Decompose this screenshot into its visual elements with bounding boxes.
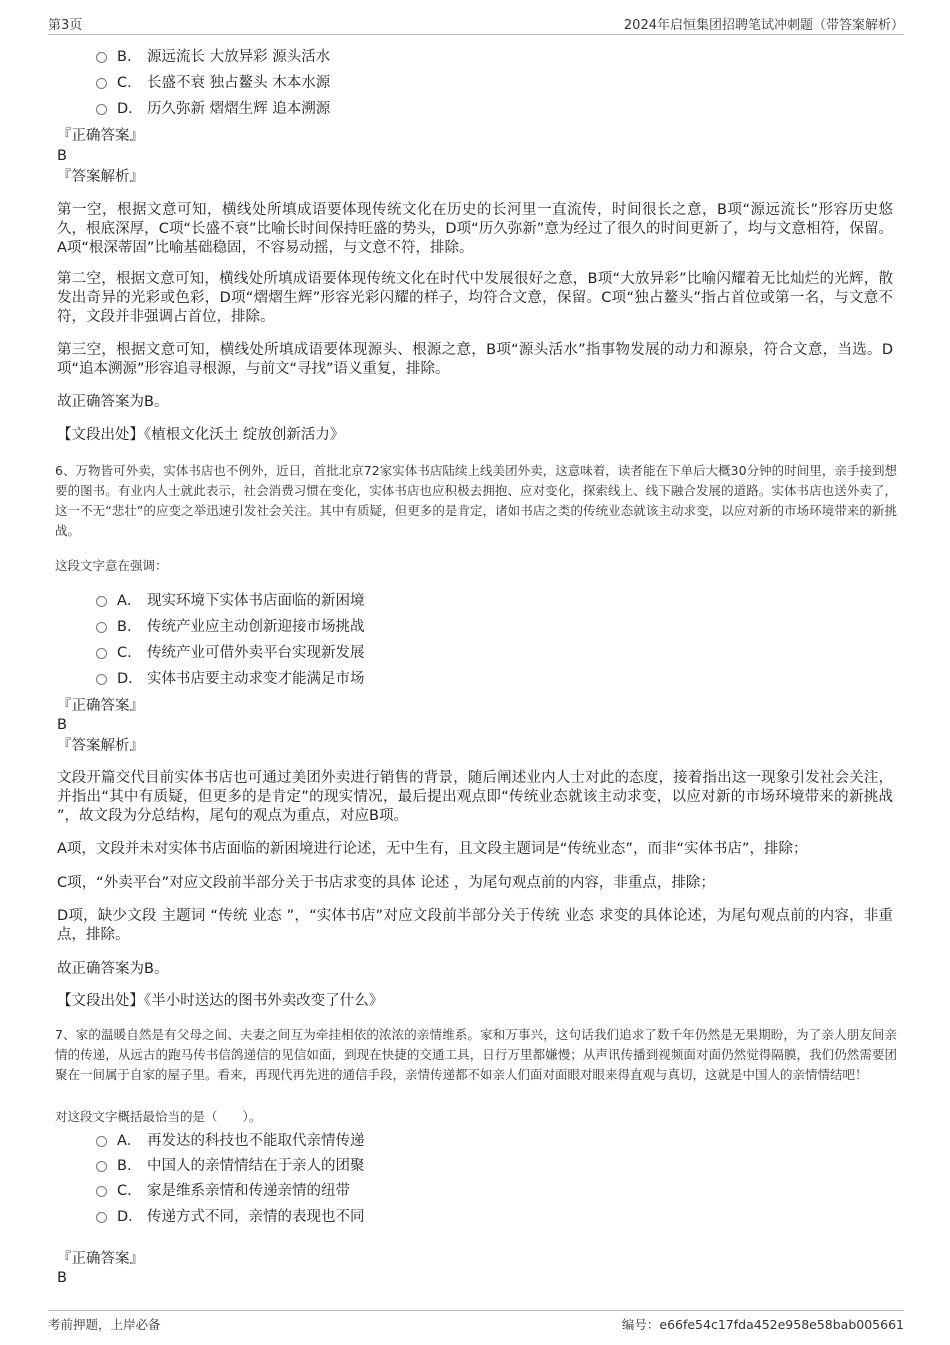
q7-question-text: 7、家的温暖自然是有父母之间、夫妻之间互为牵挂相依的浓浓的亲情维系。家和万事兴，这句话我们追求了数千年仍然是无果期盼，为了亲人朋友间亲情的传递，从远古的跑马传书信鸽递信的见信如面，到现在快捷的交通工具，日行万里都嫌慢；从声讯传播到视频面对面仍然觉得隔膜，我们仍然需要团聚在一间属于自家的屋子里。看来，再现代再先进的通信手段，亲情传递都不如亲人们面对面眼对眼来得直观与真切，这就是中国人的亲情情结吧！ — [55, 1027, 897, 1082]
q6-analysis-para-1: 文段开篇交代目前实体书店也可通过美团外卖进行销售的背景，随后阐述业内人士对此的态度，接着指出这一现象引发社会关注，并指出“其中有质疑，但更多的是肯定”的现实情况，最后提出观点即“传统业态就该主动求变，以应对新的市场环境带来的新挑战 ”，故文段为分总结构，尾句的观点为重点，对应B项。 — [57, 770, 893, 824]
q5-correct-answer-label: 『正确答案』 — [57, 128, 144, 144]
q7-option-c[interactable]: C. 家是维系亲情和传递亲情的纽带 — [96, 1181, 350, 1201]
q6-option-b[interactable]: B. 传统产业应主动创新迎接市场挑战 — [96, 617, 365, 637]
document-code: 编号：e66fe54c17fda452e958e58bab005661 — [621, 1317, 904, 1332]
radio-icon[interactable] — [96, 78, 107, 89]
q5-option-d[interactable]: D. 历久弥新 熠熠生辉 追本溯源 — [96, 99, 330, 119]
page-header — [48, 14, 904, 35]
q6-option-c[interactable]: C. 传统产业可借外卖平台实现新发展 — [96, 643, 365, 663]
radio-icon[interactable] — [96, 596, 107, 607]
q5-conclusion: 故正确答案为B。 — [57, 394, 169, 410]
q6-analysis-para-d: D项，缺少文段 主题词 “传统 业态 ”，“实体书店”对应文段前半部分关于传统 业态 求变的具体论述，为尾句观点前的内容，非重点，排除。 — [57, 908, 893, 943]
q5-analysis-para-2: 第二空，根据文意可知，横线处所填成语要体现传统文化在时代中发展很好之意，B项“大放异彩”比喻闪耀着无比灿烂的光辉，散发出奇异的光彩或色彩，D项“熠熠生辉”形容光彩闪耀的样子，均符合文意，保留。C项“独占鳌头”指占首位或第一名，与文意不符，文段并非强调占首位，排除。 — [57, 271, 893, 325]
q6-analysis-para-a: A项，文段并未对实体书店面临的新困境进行论述，无中生有，且文段主题词是“传统业态”，而非“实体书店”，排除； — [57, 841, 808, 857]
q7-correct-answer-label: 『正确答案』 — [57, 1251, 144, 1267]
q6-question-text: 6、万物皆可外卖，实体书店也不例外，近日，首批北京72家实体书店陆续上线美团外卖，这意味着，读者能在下单后大概30分钟的时间里，亲手接到想要的图书。有业内人士就此表示，社会消费习惯在变化，实体书店也应积极去拥抱、应对变化，探索线上、线下融合发展的道路。实体书店也送外卖了，这一不无“悲壮”的应变之举迅速引发社会关注。其中有质疑，但更多的是肯定，诸如书店之类的传统业态就该主动求变，以应对新的市场环境带来的新挑战。 — [55, 463, 897, 538]
q6-option-d[interactable]: D. 实体书店要主动求变才能满足市场 — [96, 669, 365, 689]
footer-slogan: 考前押题，上岸必备 — [48, 1317, 161, 1332]
radio-icon[interactable] — [96, 674, 107, 685]
q6-conclusion: 故正确答案为B。 — [57, 961, 169, 977]
q6-answer: B — [57, 717, 67, 733]
document-title: 2024年启恒集团招聘笔试冲刺题（带答案解析） — [623, 18, 904, 33]
radio-icon[interactable] — [96, 104, 107, 115]
radio-icon[interactable] — [96, 1186, 107, 1197]
q7-option-d[interactable]: D. 传递方式不同，亲情的表现也不同 — [96, 1207, 365, 1227]
q6-correct-answer-label: 『正确答案』 — [57, 698, 144, 714]
q6-prompt: 这段文字意在强调： — [55, 558, 168, 573]
radio-icon[interactable] — [96, 1136, 107, 1147]
q5-answer: B — [57, 148, 67, 164]
q5-option-b[interactable]: B. 源远流长 大放异彩 源头活水 — [96, 47, 330, 67]
q6-option-a[interactable]: A． 现实环境下实体书店面临的新困境 — [96, 591, 365, 611]
q7-option-b[interactable]: B. 中国人的亲情情结在于亲人的团聚 — [96, 1156, 365, 1176]
q6-analysis-label: 『答案解析』 — [57, 738, 144, 754]
q5-analysis-para-3: 第三空，根据文意可知，横线处所填成语要体现源头、根源之意，B项“源头活水”指事物发展的动力和源泉，符合文意，当选。D项“追本溯源”形容追寻根源，与前文“寻找”语义重复，排除。 — [57, 342, 893, 377]
q5-option-c[interactable]: C. 长盛不衰 独占鳌头 木本水源 — [96, 73, 330, 93]
q7-answer: B — [57, 1270, 67, 1286]
q5-analysis-para-1: 第一空，根据文意可知，横线处所填成语要体现传统文化在历史的长河里一直流传，时间很长之意，B项“源远流长”形容历史悠久，根底深厚，C项“长盛不衰”比喻长时间保持旺盛的势头，D项“历久弥新”意为经过了很久的时间更新了，均与文意相符，保留。A项“根深蒂固”比喻基础稳固，不容易动摇，与文意不符，排除。 — [57, 202, 893, 256]
q6-source: 【文段出处】《半小时送达的图书外卖改变了什么》 — [57, 993, 384, 1009]
radio-icon[interactable] — [96, 1212, 107, 1223]
q7-prompt: 对这段文字概括最恰当的是（ ）。 — [55, 1109, 262, 1124]
q7-option-a[interactable]: A． 再发达的科技也不能取代亲情传递 — [96, 1131, 365, 1151]
radio-icon[interactable] — [96, 648, 107, 659]
page-number: 第3页 — [48, 18, 83, 33]
radio-icon[interactable] — [96, 1161, 107, 1172]
radio-icon[interactable] — [96, 622, 107, 633]
q6-analysis-para-c: C项，“外卖平台”对应文段前半部分关于书店求变的具体 论述 ，为尾句观点前的内容，非重点，排除； — [57, 875, 715, 891]
page-footer — [48, 1310, 904, 1335]
radio-icon[interactable] — [96, 52, 107, 63]
q5-analysis-label: 『答案解析』 — [57, 169, 144, 185]
q5-source: 【文段出处】《植根文化沃土 绽放创新活力》 — [57, 427, 345, 443]
